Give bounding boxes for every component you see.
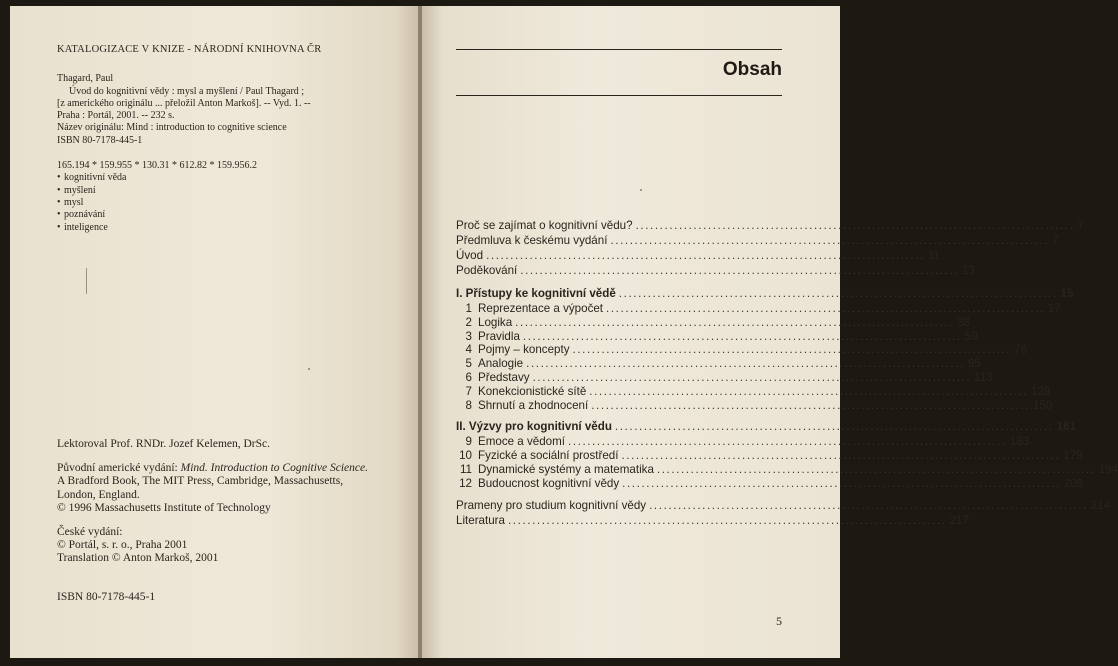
- chapter-page: 113: [974, 370, 993, 384]
- toc-title: Obsah: [722, 59, 782, 80]
- isbn-line: ISBN 80-7178-445-1: [57, 590, 156, 603]
- reviewer-line: Lektoroval Prof. RNDr. Jozef Kelemen, DrSc.: [57, 438, 271, 450]
- toc-entry-page: 214: [1090, 498, 1111, 512]
- leader-dots: ...........................................................................................: [618, 287, 1058, 300]
- toc-entry-title: Literatura: [456, 513, 505, 527]
- leader-dots: ...........................................................................................: [622, 476, 1061, 490]
- chapter-number: 3: [465, 329, 472, 343]
- chapter-number: 11: [459, 462, 472, 476]
- leader-dots: ...........................................................................................: [568, 435, 1007, 449]
- toc-part-page: 15: [1060, 287, 1074, 300]
- catalog-record: [57, 44, 407, 234]
- toc-entry-title: Proč se zajímat o kognitivní vědu?: [456, 219, 633, 232]
- toc-entry-page: 13: [961, 264, 975, 277]
- page-number: 5: [776, 614, 782, 628]
- original-edition-line: [57, 462, 407, 475]
- toc-part-heading: [456, 287, 1074, 302]
- bullet-icon: •: [57, 221, 61, 233]
- leader-dots: ...........................................................................................: [606, 302, 1045, 315]
- publisher-line: London, England.: [57, 488, 140, 501]
- chapter-title: Fyzické a sociální prostředí: [478, 449, 619, 463]
- leader-dots: ...........................................................................................: [649, 498, 1088, 512]
- toc-entry-title: Prameny pro studium kognitivní vědy: [456, 498, 647, 512]
- toc-entry: [456, 219, 1084, 234]
- chapter-title: Emoce a vědomí: [478, 435, 565, 449]
- toc-entry-title: Poděkování: [456, 264, 518, 277]
- subject-item: [57, 197, 407, 209]
- bullet-icon: •: [57, 209, 61, 221]
- toc-chapter: [456, 343, 1028, 357]
- bullet-icon: •: [57, 172, 61, 184]
- edition-credits: [57, 438, 407, 604]
- subject-label: kognitivní věda: [64, 172, 127, 184]
- leader-dots: ...........................................................................................: [486, 249, 925, 262]
- toc-entry-page: 7: [1052, 234, 1059, 247]
- chapter-title: Logika: [478, 315, 513, 329]
- leader-dots: ...........................................................................................: [526, 357, 965, 371]
- leader-dots: ...........................................................................................: [507, 513, 947, 527]
- toc-chapter: [456, 398, 1053, 413]
- catalog-imprint-line: Praha : Portál, 2001. -- 232 s.: [57, 110, 175, 122]
- chapter-page: 38: [956, 315, 970, 329]
- toc-chapter: [456, 329, 978, 344]
- publisher-line: A Bradford Book, The MIT Press, Cambridge, Massachusetts,: [57, 475, 344, 488]
- chapter-page: 163: [1009, 435, 1030, 449]
- leader-dots: ...........................................................................................: [522, 329, 962, 343]
- leader-dots: ...........................................................................................: [532, 370, 972, 384]
- chapter-page: 179: [1063, 449, 1083, 463]
- chapter-page: 209: [1063, 476, 1084, 490]
- page-speck: [640, 189, 642, 191]
- chapter-page: 128: [1031, 384, 1051, 398]
- chapter-page: 76: [1014, 343, 1028, 357]
- subject-label: mysl: [64, 196, 84, 208]
- leader-dots: ...........................................................................................: [591, 398, 1030, 412]
- toc-part-heading: [456, 420, 1076, 435]
- bullet-icon: •: [57, 196, 61, 208]
- chapter-number: 2: [465, 315, 472, 329]
- leader-dots: ...........................................................................................: [520, 264, 959, 277]
- chapter-page: 95: [967, 357, 981, 371]
- toc-chapter: [456, 449, 1083, 463]
- chapter-page: 150: [1032, 398, 1053, 412]
- toc-chapter: [456, 476, 1084, 491]
- toc-entry-title: Předmluva k českému vydání: [456, 234, 608, 247]
- page-speck: [308, 368, 310, 370]
- catalog-author: Thagard, Paul: [57, 73, 114, 85]
- chapter-title: Budoucnost kognitivní vědy: [478, 476, 620, 490]
- chapter-number: 7: [465, 384, 472, 398]
- chapter-title: Konekcionistické sítě: [478, 384, 587, 398]
- leader-dots: ...........................................................................................: [614, 420, 1054, 434]
- chapter-number: 12: [459, 476, 472, 490]
- czech-edition-heading: České vydání:: [57, 526, 123, 539]
- chapter-number: 8: [465, 398, 472, 412]
- toc-entry: [456, 498, 1111, 514]
- leader-dots: ...........................................................................................: [621, 449, 1061, 463]
- chapter-title: Pravidla: [478, 329, 520, 343]
- toc-chapter: [456, 370, 993, 385]
- chapter-page: 194: [1098, 462, 1118, 476]
- copyright-line: © 1996 Massachusetts Institute of Technology: [57, 501, 271, 514]
- table-of-contents: [456, 219, 1118, 529]
- chapter-number: 1: [465, 302, 472, 315]
- chapter-page: 17: [1047, 302, 1061, 315]
- subject-item: [57, 172, 407, 184]
- toc-chapter: [456, 302, 1061, 316]
- leader-dots: ...........................................................................................: [610, 234, 1050, 247]
- catalog-original-title-line: Název originálu: Mind : introduction to cognitive science: [57, 122, 287, 134]
- original-title: Mind. Introduction to Cognitive Science.: [180, 462, 368, 475]
- toc-chapter: [456, 384, 1051, 399]
- chapter-title: Dynamické systémy a matematika: [478, 462, 654, 476]
- chapter-title: Pojmy – koncepty: [478, 343, 570, 357]
- toc-chapter: [456, 315, 970, 330]
- czech-copyright-line: © Portál, s. r. o., Praha 2001: [57, 539, 188, 552]
- catalog-title-line: Úvod do kognitivní vědy : mysl a myšlení / Paul Thagard ;: [69, 85, 305, 97]
- classification-codes: 165.194 * 159.955 * 130.31 * 612.82 * 159.956.2: [57, 160, 257, 172]
- leader-dots: ...........................................................................................: [572, 343, 1012, 357]
- top-rule: [456, 49, 782, 50]
- chapter-title: Shrnutí a zhodnocení: [478, 398, 589, 412]
- chapter-title: Reprezentace a výpočet: [478, 302, 604, 315]
- chapter-number: 9: [465, 435, 472, 449]
- toc-entry: [456, 234, 1059, 249]
- catalog-translator-line: [z amerického originálu ... přeložil Anton Markoš]. -- Vyd. 1. --: [57, 97, 311, 109]
- toc-entry-page: 217: [949, 513, 970, 527]
- chapter-number: 10: [459, 449, 472, 463]
- subject-item: [57, 185, 407, 197]
- chapter-number: 4: [465, 343, 472, 357]
- subject-list: [57, 172, 407, 233]
- toc-part-title: I. Přístupy ke kognitivní vědě: [456, 287, 616, 300]
- leader-dots: ...........................................................................................: [635, 219, 1075, 232]
- catalog-isbn-line: ISBN 80-7178-445-1: [57, 134, 143, 146]
- subject-item: [57, 209, 407, 221]
- catalog-heading: KATALOGIZACE V KNIZE - NÁRODNÍ KNIHOVNA ČR: [57, 44, 322, 55]
- chapter-title: Představy: [478, 370, 530, 384]
- subject-label: myšlení: [64, 184, 96, 196]
- toc-chapter: [456, 462, 1118, 477]
- translation-copyright-line: Translation © Anton Markoš, 2001: [57, 552, 219, 565]
- subject-item: [57, 222, 407, 234]
- page-mark: [86, 268, 87, 294]
- toc-entry-page: 11: [927, 249, 940, 262]
- left-page: [10, 6, 420, 658]
- subject-label: inteligence: [64, 221, 108, 233]
- toc-part-page: 161: [1056, 420, 1076, 434]
- leader-dots: ...........................................................................................: [656, 462, 1096, 476]
- chapter-title: Analogie: [478, 357, 524, 371]
- title-rule: [456, 95, 782, 96]
- toc-entry: [456, 264, 975, 279]
- toc-chapter: [456, 357, 981, 371]
- toc-entry-title: Úvod: [456, 249, 484, 262]
- original-edition-label: Původní americké vydání:: [57, 462, 181, 475]
- leader-dots: ...........................................................................................: [589, 384, 1028, 398]
- subject-label: poznávání: [64, 209, 106, 221]
- chapter-number: 6: [465, 370, 472, 384]
- leader-dots: ...........................................................................................: [515, 315, 954, 329]
- chapter-page: 59: [964, 329, 978, 343]
- toc-chapter: [456, 435, 1030, 449]
- toc-entry: [456, 513, 970, 529]
- toc-entry: [456, 249, 940, 264]
- toc-part-title: II. Výzvy pro kognitivní vědu: [456, 420, 612, 434]
- bullet-icon: •: [57, 184, 61, 196]
- toc-entry-page: 7: [1077, 219, 1084, 232]
- chapter-number: 5: [465, 357, 472, 371]
- right-page: [422, 6, 1118, 658]
